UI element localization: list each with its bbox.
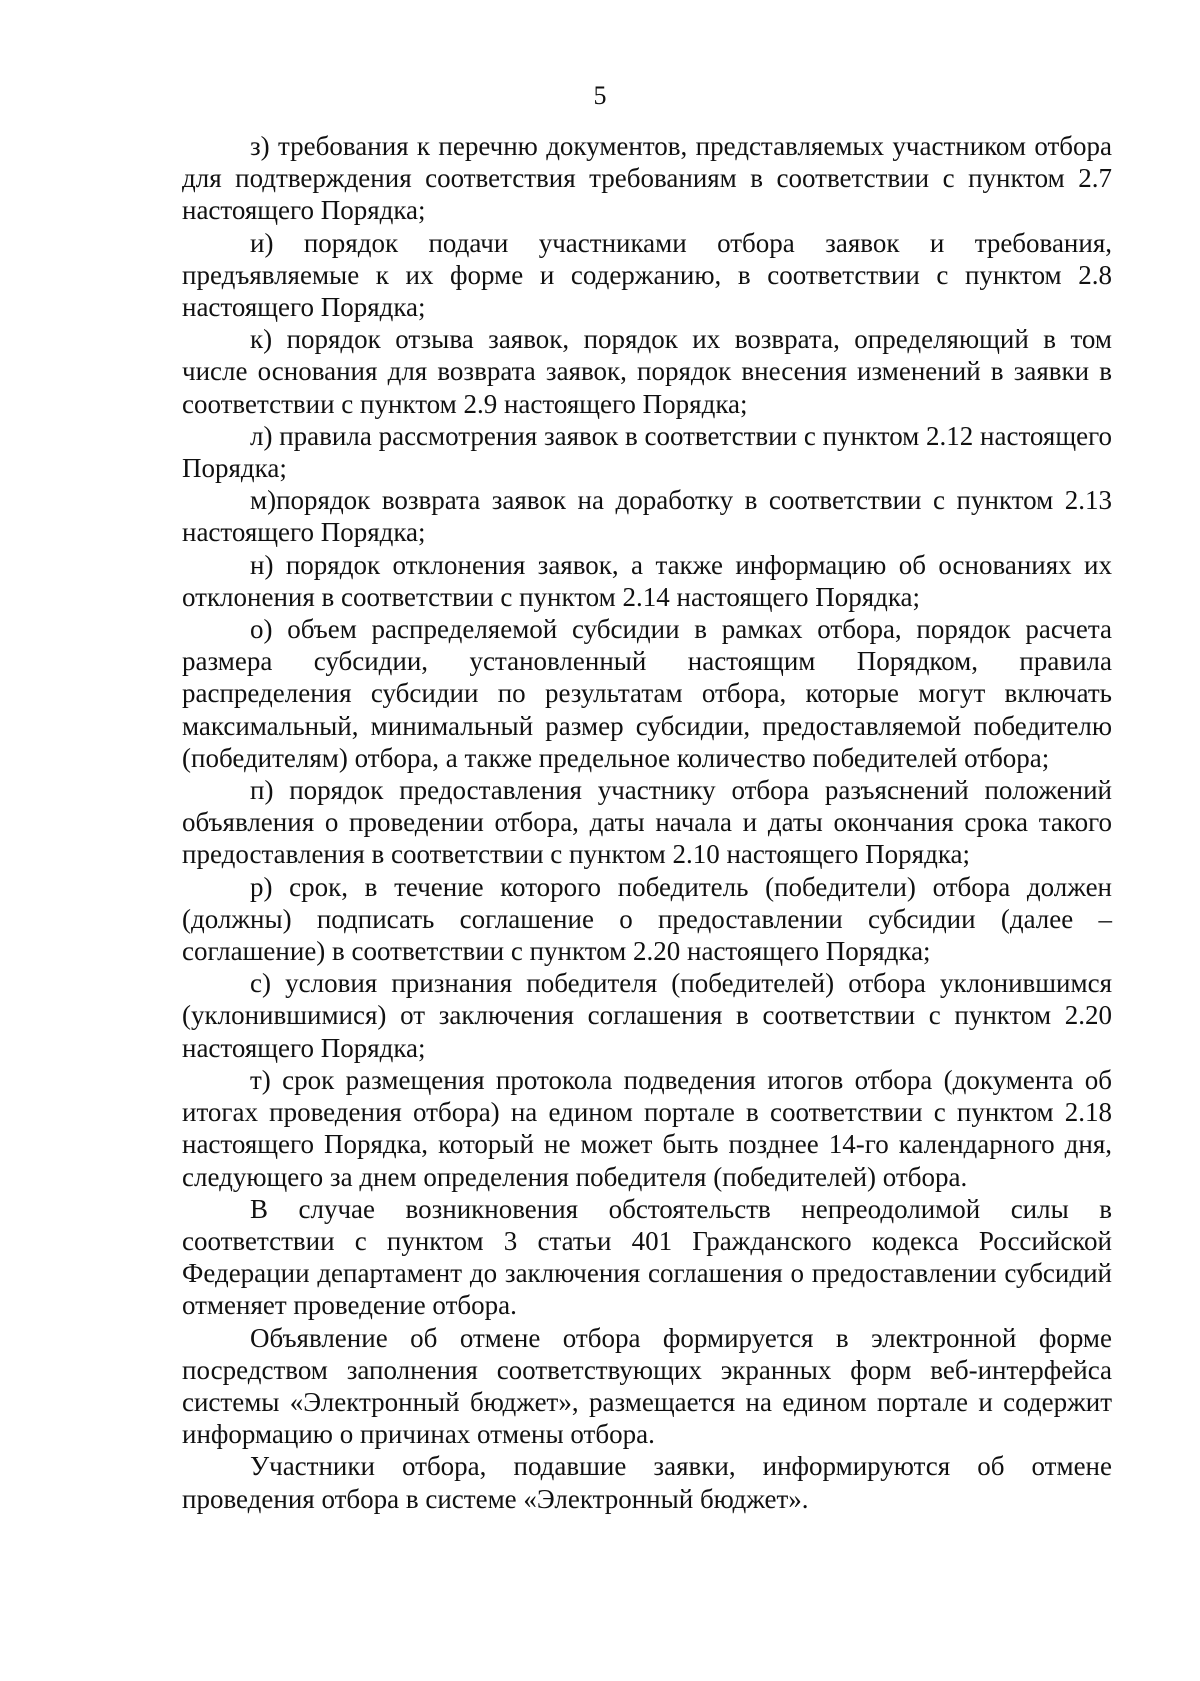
list-item-o: о) объем распределяемой субсидии в рамках отбора, порядок расчета размера субсидии, установленный настоящим Порядком, правила распределения субсидии по результатам отбора, которые могут включать максимальный, минимальный размер субсидии, предоставляемой победителю (победителям) отбора, а также предельное количество победителей отбора; [182,614,1112,773]
list-item-r: р) срок, в течение которого победитель (победители) отбора должен (должны) подписать соглашение о предоставлении субсидии (далее – соглашение) в соответствии с пунктом 2.20 настоящего Порядка; [182,871,1112,967]
paragraph-cancellation-notice: Объявление об отмене отбора формируется в электронной форме посредством заполнения соответствующих экранных форм веб-интерфейса системы «Электронный бюджет», размещается на едином портале и содержит информацию о причинах отмены отбора. [182,1322,1112,1450]
list-item-p: п) порядок предоставления участнику отбора разъяснений положений объявления о проведении отбора, даты начала и даты окончания срока такого предоставления в соответствии с пунктом 2.10 настоящего Порядка; [182,775,1112,870]
page-number: 5 [593,81,607,110]
paragraph-force-majeure: В случае возникновения обстоятельств непреодолимой силы в соответствии с пунктом 3 статьи 401 Гражданского кодекса Российской Федерации департамент до заключения соглашения о предоставлении субсидий отменяет проведение отбора. [182,1193,1112,1321]
list-item-n: н) порядок отклонения заявок, а также информацию об основаниях их отклонения в соответствии с пунктом 2.14 настоящего Порядка; [182,549,1112,612]
list-item-k: к) порядок отзыва заявок, порядок их возврата, определяющий в том числе основания для возврата заявок, порядок внесения изменений в заявки в соответствии с пунктом 2.9 настоящего Порядка; [182,324,1112,419]
list-item-m: м)порядок возврата заявок на доработку в соответствии с пунктом 2.13 настоящего Порядка; [182,485,1112,548]
list-item-z: з) требования к перечню документов, представляемых участником отбора для подтверждения соответствия требованиям в соответствии с пунктом 2.7 настоящего Порядка; [182,131,1112,226]
list-item-i: и) порядок подачи участниками отбора заявок и требования, предъявляемые к их форме и содержанию, в соответствии с пунктом 2.8 настоящего Порядка; [182,227,1112,323]
list-item-t: т) срок размещения протокола подведения итогов отбора (документа об итогах проведения отбора) на едином портале в соответствии с пунктом 2.18 настоящего Порядка, который не может быть позднее 14-го календарного дня, следующего за днем определения победителя (победителей) отбора. [182,1064,1112,1192]
list-item-s: с) условия признания победителя (победителей) отбора уклонившимся (уклонившимися) от заключения соглашения в соответствии с пунктом 2.20 настоящего Порядка; [182,968,1112,1063]
paragraph-participants-informed: Участники отбора, подавшие заявки, информируются об отмене проведения отбора в системе «Электронный бюджет». [182,1451,1112,1514]
document-body [182,130,1112,1515]
list-item-l: л) правила рассмотрения заявок в соответствии с пунктом 2.12 настоящего Порядка; [182,420,1112,484]
